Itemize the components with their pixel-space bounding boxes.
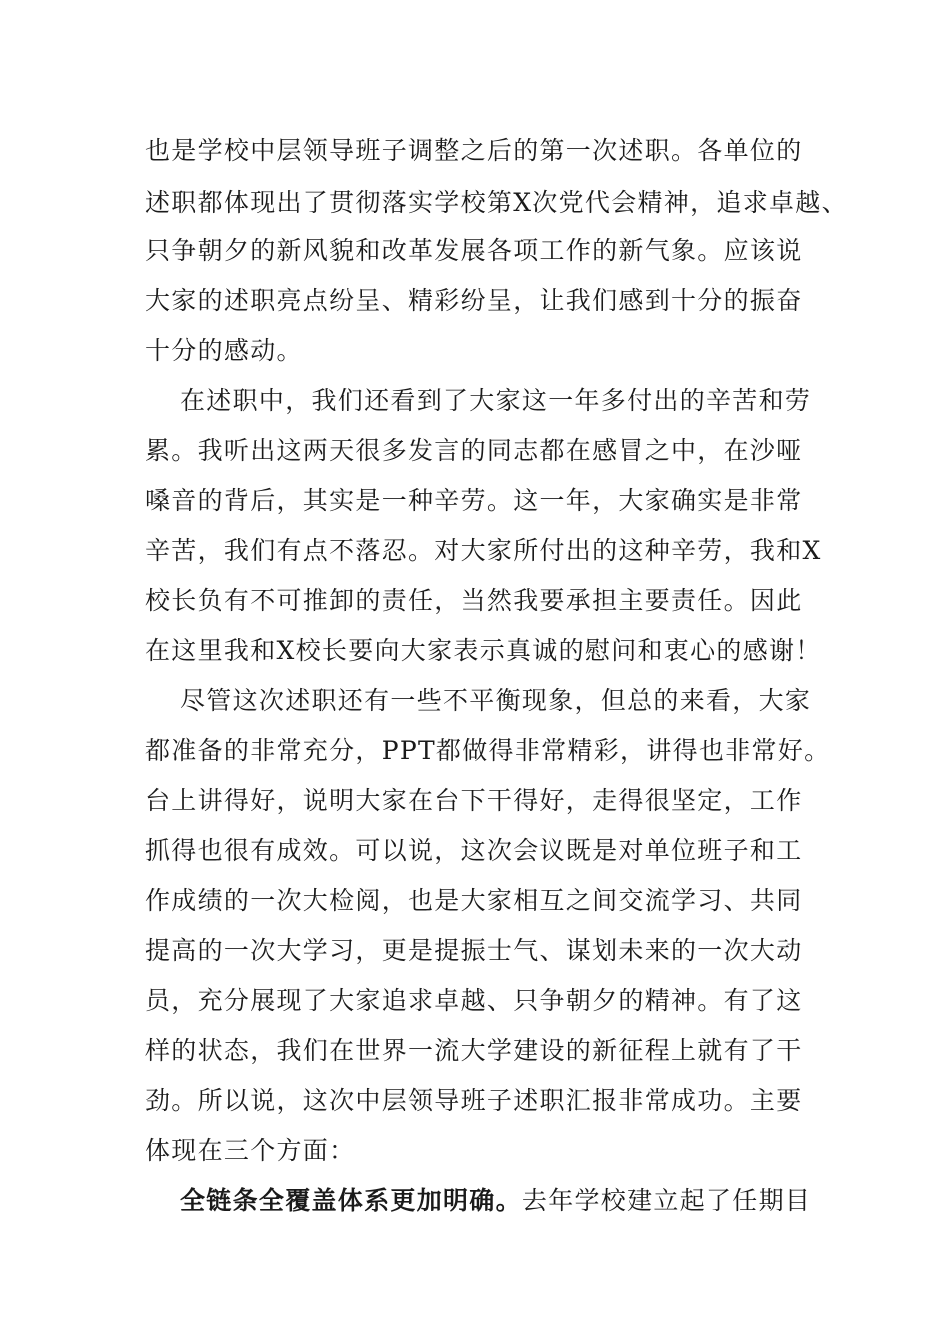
body-text-line: 都准备的非常充分，PPT都做得非常精彩，讲得也非常好。	[145, 736, 831, 765]
body-text-line: 十分的感动。	[145, 336, 303, 365]
paragraph-start-line: 在述职中，我们还看到了大家这一年多付出的辛苦和劳	[180, 386, 812, 415]
body-text-line: 只争朝夕的新风貌和改革发展各项工作的新气象。应该说	[145, 236, 803, 265]
body-text-line: 抓得也很有成效。可以说，这次会议既是对单位班子和工	[145, 836, 803, 865]
body-text-line: 提高的一次大学习，更是提振士气、谋划未来的一次大动	[145, 936, 803, 965]
body-text-line: 校长负有不可推卸的责任，当然我要承担主要责任。因此	[145, 586, 803, 615]
body-text-line: 嗓音的背后，其实是一种辛劳。这一年，大家确实是非常	[145, 486, 803, 515]
body-text-line: 辛苦，我们有点不落忍。对大家所付出的这种辛劳，我和X	[145, 536, 822, 565]
body-text-line: 体现在三个方面：	[145, 1136, 356, 1165]
body-text-line: 也是学校中层领导班子调整之后的第一次述职。各单位的	[145, 136, 803, 165]
body-text-line: 样的状态，我们在世界一流大学建设的新征程上就有了干	[145, 1036, 803, 1065]
body-text-line: 大家的述职亮点纷呈、精彩纷呈，让我们感到十分的振奋	[145, 286, 803, 315]
body-text-line: 员，充分展现了大家追求卓越、只争朝夕的精神。有了这	[145, 986, 803, 1015]
body-text-line: 作成绩的一次大检阅，也是大家相互之间交流学习、共同	[145, 886, 803, 915]
body-text-line: 累。我听出这两天很多发言的同志都在感冒之中，在沙哑	[145, 436, 803, 465]
bold-heading-phrase: 全链条全覆盖体系更加明确。	[180, 1186, 522, 1215]
paragraph-start-line: 尽管这次述职还有一些不平衡现象，但总的来看，大家	[180, 686, 812, 715]
paragraph-start-line	[180, 1180, 810, 1222]
body-text-fragment: 去年学校建立起了任期目	[521, 1186, 812, 1215]
body-text-line: 述职都体现出了贯彻落实学校第X次党代会精神，追求卓越、	[145, 188, 848, 217]
body-text-line: 劲。所以说，这次中层领导班子述职汇报非常成功。主要	[145, 1086, 803, 1115]
body-text-line: 在这里我和X校长要向大家表示真诚的慰问和衷心的感谢！	[145, 636, 822, 665]
body-text-line: 台上讲得好，说明大家在台下干得好，走得很坚定，工作	[145, 786, 803, 815]
